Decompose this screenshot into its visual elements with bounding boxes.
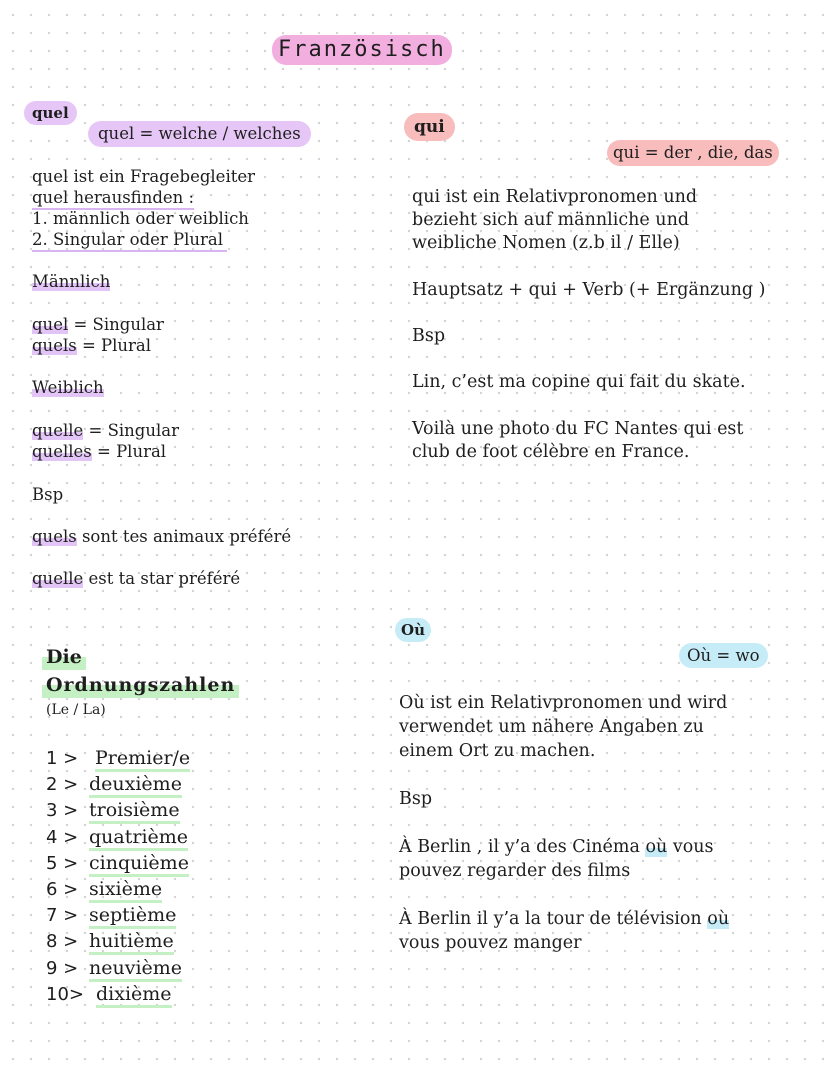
quel-example-1-word: quels (32, 527, 77, 546)
ou-example-1-text-b: vous (667, 837, 714, 857)
ordnung-heading-line-1: Die (42, 644, 86, 670)
quels-plural-text: = Plural (76, 336, 152, 355)
qui-example-2-line-1: Voilà une photo du FC Nantes qui est (412, 419, 744, 439)
ordnung-item (46, 798, 180, 823)
quel-example-2-word: quelle (32, 569, 84, 588)
qui-formula: Hauptsatz + qui + Verb (+ Ergänzung ) (412, 280, 766, 300)
ordnung-item (46, 851, 189, 876)
quelle-singular-row (32, 420, 179, 441)
ordnung-item-number: 8 > (46, 931, 79, 953)
quel-line-3: 1. männlich oder weiblich (32, 209, 249, 228)
ordnung-item-number: 4 > (46, 826, 79, 848)
ordnung-item-number: 9 > (46, 957, 79, 979)
quelles-plural-row (32, 441, 166, 462)
ordnung-item-word: deuxième (89, 773, 182, 798)
quel-meaning: quel = welche / welches (88, 121, 311, 147)
quel-singular-text: = Singular (68, 315, 164, 334)
ordnung-item-word: cinquième (89, 852, 189, 877)
quelle-word: quelle (32, 421, 84, 440)
quelles-plural-text: = Plural (91, 442, 167, 461)
ordnung-item (46, 877, 162, 902)
quel-bsp-label: Bsp (32, 485, 64, 504)
qui-example-2-line-2: club de foot célèbre en France. (412, 442, 690, 462)
ordnung-item-number: 2 > (46, 774, 79, 796)
ou-line-3: einem Ort zu machen. (399, 741, 596, 761)
ordnung-item (46, 956, 182, 981)
ordnung-item (46, 929, 174, 954)
quel-word: quel (32, 315, 69, 334)
ordnung-item-word: dixième (96, 983, 172, 1008)
maennlich-label (32, 271, 110, 292)
weiblich-text: Weiblich (32, 378, 104, 397)
ou-example-1-line-2: pouvez regarder des films (399, 861, 631, 881)
ordnung-item-word: septième (89, 904, 176, 929)
quel-line-2: quel herausfinden : (32, 187, 194, 210)
ou-bsp-label: Bsp (399, 789, 433, 809)
ordnung-subtitle: (Le / La) (46, 702, 106, 718)
ordnung-item (46, 772, 182, 797)
quels-word: quels (32, 336, 77, 355)
ordnung-item-number: 3 > (46, 800, 79, 822)
ordnung-item (46, 746, 190, 771)
qui-line-2: bezieht sich auf männliche und (412, 210, 690, 230)
ou-heading: Où (395, 618, 431, 642)
ou-example-2-line-2: vous pouvez manger (399, 933, 582, 953)
qui-meaning: qui = der , die, das (607, 140, 779, 166)
ordnung-item-number: 5 > (46, 852, 79, 874)
ordnung-item-word: neuvième (89, 957, 182, 982)
ordnung-item-word: huitième (89, 930, 174, 955)
qui-heading: qui (404, 113, 455, 141)
ordnung-item-word: quatrième (89, 826, 188, 851)
ou-example-2-ou-word: où (707, 909, 730, 929)
ordnung-item-word: troisième (89, 799, 180, 824)
ordnung-item-number: 10> (46, 983, 84, 1005)
quel-example-2-text: est ta star préféré (83, 569, 241, 588)
ou-example-1-ou-word: où (645, 837, 668, 857)
ou-example-2-line-1 (399, 908, 729, 931)
ordnung-item-number: 1 > (46, 748, 79, 769)
quelle-singular-text: = Singular (83, 421, 179, 440)
ordnung-item (46, 982, 172, 1007)
quel-line-1: quel ist ein Fragebegleiter (32, 167, 255, 186)
ordnung-item-number: 6 > (46, 879, 79, 900)
page-title: Französisch (272, 35, 452, 65)
ou-example-1-text-a: À Berlin , il y’a des Cinéma (399, 837, 646, 857)
qui-bsp-label: Bsp (412, 326, 446, 346)
ou-line-1: Où ist ein Relativpronomen und wird (399, 693, 728, 713)
quels-plural-row (32, 335, 151, 356)
ou-meaning: Où = wo (679, 643, 768, 668)
ordnung-item-word: sixième (89, 878, 162, 903)
quel-example-1 (32, 526, 291, 547)
quel-heading: quel (24, 101, 77, 125)
ordnung-item-word: Premier/e (95, 747, 190, 772)
ordnung-item (46, 825, 188, 850)
quel-example-1-text: sont tes animaux préféré (76, 527, 292, 546)
ordnung-heading-line-2: Ordnungszahlen (42, 672, 239, 698)
quel-example-2 (32, 568, 240, 589)
ou-example-1-line-1 (399, 836, 714, 859)
qui-example-1: Lin, c’est ma copine qui fait du skate. (412, 372, 746, 392)
weiblich-label (32, 377, 104, 398)
qui-line-3: weibliche Nomen (z.b il / Elle) (412, 233, 680, 253)
quelles-word: quelles (32, 442, 92, 461)
ordnung-item (46, 903, 176, 928)
ou-line-2: verwendet um nähere Angaben zu (399, 717, 704, 737)
quel-singular-row (32, 314, 164, 335)
quel-line-4: 2. Singular oder Plural (32, 229, 227, 252)
qui-line-1: qui ist ein Relativpronomen und (412, 187, 698, 207)
maennlich-text: Männlich (32, 272, 111, 291)
ou-example-2-text-a: À Berlin il y’a la tour de télévision (399, 909, 708, 929)
ordnung-item-number: 7 > (46, 905, 79, 927)
